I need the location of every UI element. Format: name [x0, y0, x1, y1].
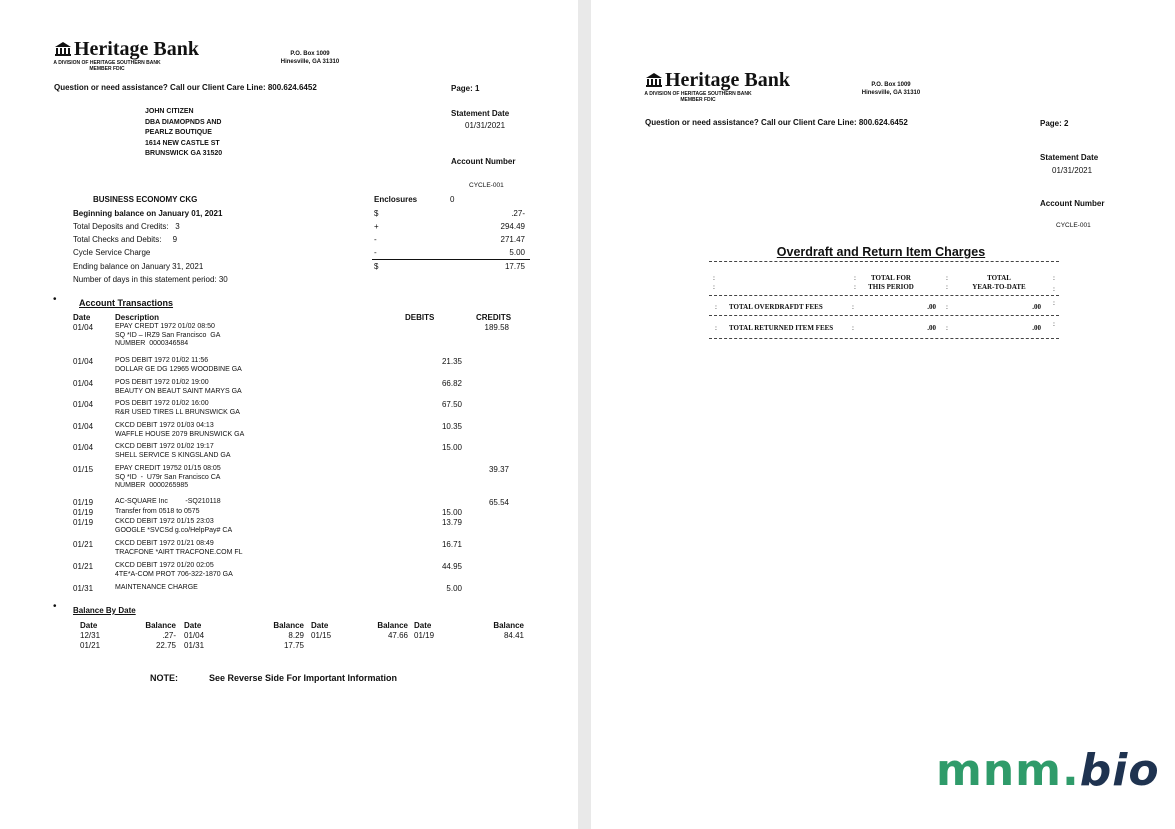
address-line2: Hinesville, GA 31310 — [861, 90, 921, 96]
client-care-line: Question or need assistance? Call our Client Care Line: 800.624.6452 — [54, 83, 317, 92]
transaction-date: 01/04 — [73, 443, 94, 452]
transaction-description: AC-SQUARE Inc -SQ210118 — [115, 498, 221, 505]
bank-building-icon — [54, 42, 72, 56]
bbd-balance: 84.41 — [503, 631, 524, 640]
transaction-debit: 15.00 — [441, 508, 462, 517]
summary-sign: - — [374, 235, 377, 244]
summary-label: Cycle Service Charge — [73, 248, 151, 257]
customer-line: PEARLZ BOUTIQUE — [145, 129, 212, 136]
col-period-line2: THIS PERIOD — [868, 283, 914, 291]
colon: : — [854, 274, 856, 282]
transaction-date: 01/21 — [73, 562, 94, 571]
statement-date: 01/31/2021 — [1052, 166, 1093, 175]
transaction-description: POS DEBIT 1972 01/02 19:00 — [115, 379, 209, 386]
colon: : — [946, 324, 948, 332]
bank-address — [841, 81, 941, 97]
bbd-date-header: Date — [311, 621, 329, 630]
transaction-description: 4TE*A-COM PROT 706-322-1870 GA — [115, 570, 233, 578]
transaction-date: 01/19 — [73, 518, 94, 527]
bbd-date: 01/15 — [311, 631, 332, 640]
transaction-date: 01/31 — [73, 584, 94, 593]
colon: : — [1053, 299, 1055, 307]
summary-value: 5.00 — [509, 248, 525, 257]
transaction-description: TRACFONE *AIRT TRACFONE.COM FL — [115, 548, 243, 556]
summary-label: Total Checks and Debits: 9 — [73, 235, 178, 244]
col-ytd-line2: YEAR-TO-DATE — [972, 283, 1026, 291]
transaction-description: EPAY CREDT 1972 01/02 08:50 — [115, 323, 215, 330]
product-name: BUSINESS ECONOMY CKG — [93, 195, 198, 204]
transaction-description: NUMBER 0000265985 — [115, 482, 189, 489]
transaction-date: 01/04 — [73, 323, 94, 332]
colon: : — [1053, 285, 1055, 293]
returned-period-value: .00 — [927, 324, 936, 332]
col-date: Date — [73, 313, 91, 322]
transaction-description: POS DEBIT 1972 01/02 11:56 — [115, 357, 209, 364]
transaction-debit: 44.95 — [441, 562, 462, 571]
section-bullet: • — [53, 601, 57, 612]
bbd-balance: .27- — [162, 631, 176, 640]
summary-value: 17.75 — [504, 262, 525, 271]
statement-date-label: Statement Date — [451, 109, 510, 118]
transaction-debit: 10.35 — [441, 422, 462, 431]
account-number-label: Account Number — [451, 157, 516, 166]
col-credits: CREDITS — [476, 313, 512, 322]
bbd-balance-header: Balance — [273, 621, 304, 630]
bank-logo — [54, 38, 199, 61]
returned-row-label: TOTAL RETURNED ITEM FEES — [729, 324, 834, 332]
transaction-description: R&R USED TIRES LL BRUNSWICK GA — [115, 408, 240, 416]
enclosures-value: 0 — [450, 195, 455, 204]
summary-value: 271.47 — [500, 235, 525, 244]
colon: : — [713, 274, 715, 282]
balance-by-date-title: Balance By Date — [73, 606, 136, 615]
bbd-date: 01/04 — [184, 631, 205, 640]
transaction-debit: 67.50 — [441, 400, 462, 409]
transaction-debit: 21.35 — [441, 357, 462, 366]
transaction-debit: 5.00 — [446, 584, 462, 593]
address-line2: Hinesville, GA 31310 — [280, 59, 340, 65]
division-line2: MEMBER FDIC — [680, 97, 716, 103]
customer-line: JOHN CITIZEN — [145, 108, 194, 115]
summary-value: .27- — [511, 209, 525, 218]
summary-sign: $ — [374, 262, 379, 271]
col-period-line1: TOTAL FOR — [870, 274, 911, 282]
summary-sign: $ — [374, 209, 379, 218]
transaction-debit: 15.00 — [441, 443, 462, 452]
bank-division — [643, 91, 753, 103]
watermark-logo — [936, 745, 1160, 796]
transaction-debit: 66.82 — [441, 379, 462, 388]
bbd-date-header: Date — [184, 621, 202, 630]
transaction-description: EPAY CREDIT 19752 01/15 08:05 — [115, 465, 221, 472]
transaction-description: CKCD DEBIT 1972 01/02 19:17 — [115, 443, 214, 450]
bbd-date-header: Date — [80, 621, 98, 630]
division-line1: A DIVISION OF HERITAGE SOUTHERN BANK — [644, 91, 752, 97]
bank-name: Heritage Bank — [74, 38, 199, 60]
bbd-balance: 17.75 — [283, 641, 304, 650]
bbd-balance: 8.29 — [288, 631, 304, 640]
summary-sign: + — [374, 222, 379, 231]
statement-page-2 — [591, 0, 1175, 829]
transaction-description: CKCD DEBIT 1972 01/21 08:49 — [115, 540, 214, 547]
table-rule — [709, 315, 1059, 316]
page-number: Page: 1 — [451, 84, 480, 93]
transaction-description: DOLLAR GE DG 12965 WOODBINE GA — [115, 365, 242, 373]
bbd-balance: 47.66 — [387, 631, 408, 640]
bbd-balance: 22.75 — [155, 641, 176, 650]
colon: : — [852, 303, 854, 311]
returned-ytd-value: .00 — [1032, 324, 1041, 332]
transaction-description: NUMBER 0000346584 — [115, 340, 189, 347]
bbd-date: 01/19 — [414, 631, 435, 640]
transaction-debit: 16.71 — [441, 540, 462, 549]
transaction-credit: 39.37 — [488, 465, 509, 474]
overdraft-period-value: .00 — [927, 303, 936, 311]
statement-days: Number of days in this statement period: 30 — [73, 275, 228, 284]
statement-date: 01/31/2021 — [465, 121, 506, 130]
transaction-date: 01/04 — [73, 357, 94, 366]
address-line1: P.O. Box 1009 — [290, 51, 330, 57]
table-rule — [709, 338, 1059, 339]
transaction-credit: 189.58 — [484, 323, 509, 332]
colon: : — [715, 303, 717, 311]
section-bullet: • — [53, 294, 57, 305]
overdraft-row-label: TOTAL OVERDRAFDT FEES — [729, 303, 823, 311]
bbd-balance-header: Balance — [377, 621, 408, 630]
transaction-description: SHELL SERVICE S KINGSLAND GA — [115, 451, 231, 459]
customer-line: 1614 NEW CASTLE ST — [145, 139, 220, 147]
transaction-description: GOOGLE *SVCSd g.co/HelpPay# CA — [115, 526, 233, 534]
transaction-description: CKCD DEBIT 1972 01/20 02:05 — [115, 562, 214, 569]
watermark-part1: mnm. — [936, 745, 1080, 796]
colon: : — [713, 283, 715, 291]
col-description: Description — [115, 313, 160, 322]
account-number-label: Account Number — [1040, 199, 1105, 208]
transaction-description: Transfer from 0518 to 0575 — [115, 508, 200, 515]
transaction-description: POS DEBIT 1972 01/02 16:00 — [115, 400, 209, 407]
transaction-description: CKCD DEBIT 1972 01/03 04:13 — [115, 422, 214, 429]
bbd-date: 01/21 — [80, 641, 101, 650]
bank-logo — [645, 69, 790, 92]
transactions-title: Account Transactions — [79, 298, 174, 308]
summary-label: Total Deposits and Credits: 3 — [73, 222, 180, 231]
table-rule — [709, 295, 1059, 296]
bbd-date: 12/31 — [80, 631, 101, 640]
bank-name: Heritage Bank — [665, 69, 790, 91]
statement-page-1 — [0, 0, 578, 829]
col-ytd-line1: TOTAL — [987, 274, 1011, 282]
colon: : — [946, 274, 948, 282]
customer-line: BRUNSWICK GA 31520 — [145, 150, 223, 157]
transaction-date: 01/21 — [73, 540, 94, 549]
overdraft-title: Overdraft and Return Item Charges — [776, 245, 986, 259]
bank-address — [260, 50, 360, 66]
transaction-date: 01/04 — [73, 400, 94, 409]
colon: : — [852, 324, 854, 332]
transaction-date: 01/19 — [73, 508, 94, 517]
customer-address — [145, 107, 222, 160]
summary-sign: - — [374, 248, 377, 257]
transaction-date: 01/04 — [73, 422, 94, 431]
colon: : — [946, 303, 948, 311]
note-label: NOTE: — [150, 673, 178, 683]
enclosures-label: Enclosures — [374, 195, 418, 204]
watermark-part2: bio — [1079, 745, 1160, 796]
colon: : — [946, 283, 948, 291]
account-number: CYCLE-001 — [1056, 222, 1091, 229]
transaction-description: WAFFLE HOUSE 2079 BRUNSWICK GA — [115, 430, 245, 438]
colon: : — [1053, 320, 1055, 328]
summary-label: Beginning balance on January 01, 2021 — [73, 209, 223, 218]
bbd-date-header: Date — [414, 621, 432, 630]
overdraft-ytd-value: .00 — [1032, 303, 1041, 311]
statement-date-label: Statement Date — [1040, 153, 1099, 162]
page-number: Page: 2 — [1040, 119, 1069, 128]
bank-division — [52, 60, 162, 72]
table-rule — [709, 261, 1059, 262]
bbd-balance-header: Balance — [493, 621, 524, 630]
division-line2: MEMBER FDIC — [89, 66, 125, 72]
transaction-description: BEAUTY ON BEAUT SAINT MARYS GA — [115, 387, 242, 395]
division-line1: A DIVISION OF HERITAGE SOUTHERN BANK — [53, 60, 161, 66]
client-care-line: Question or need assistance? Call our Client Care Line: 800.624.6452 — [645, 118, 908, 127]
transaction-description: SQ *ID – IRZ9 San Francisco GA — [115, 331, 221, 339]
account-number: CYCLE-001 — [469, 182, 504, 189]
transaction-date: 01/15 — [73, 465, 94, 474]
bbd-date: 01/31 — [184, 641, 205, 650]
transaction-description: CKCD DEBIT 1972 01/15 23:03 — [115, 518, 214, 525]
colon: : — [1053, 274, 1055, 282]
transaction-description: SQ *ID - U79r San Francisco CA — [115, 473, 221, 481]
transaction-description: MAINTENANCE CHARGE — [115, 584, 198, 591]
colon: : — [715, 324, 717, 332]
summary-divider — [372, 259, 530, 260]
colon: : — [854, 283, 856, 291]
summary-value: 294.49 — [500, 222, 525, 231]
bbd-balance-header: Balance — [145, 621, 176, 630]
customer-line: DBA DIAMOPNDS AND — [145, 118, 222, 126]
note-text: See Reverse Side For Important Information — [209, 673, 398, 683]
transaction-credit: 65.54 — [488, 498, 509, 507]
transaction-date: 01/04 — [73, 379, 94, 388]
bank-building-icon — [645, 73, 663, 87]
transaction-debit: 13.79 — [441, 518, 462, 527]
summary-label: Ending balance on January 31, 2021 — [73, 262, 204, 271]
transaction-date: 01/19 — [73, 498, 94, 507]
address-line1: P.O. Box 1009 — [871, 82, 911, 88]
col-debits: DEBITS — [405, 313, 435, 322]
